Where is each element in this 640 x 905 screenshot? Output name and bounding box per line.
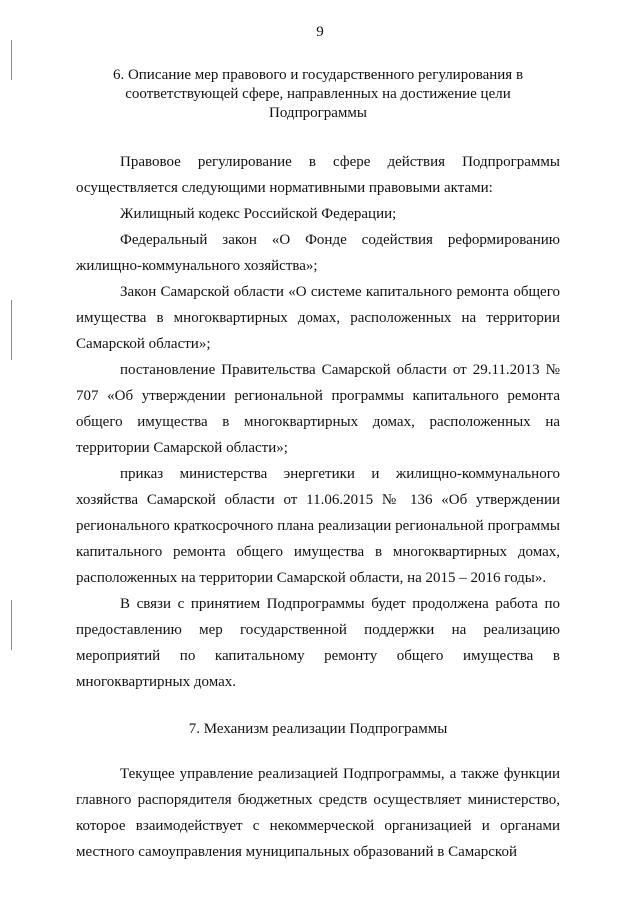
document-body bbox=[76, 66, 560, 865]
page-number: 9 bbox=[316, 24, 324, 40]
scan-edge-mark bbox=[11, 600, 12, 650]
paragraph: В связи с принятием Подпрограммы будет продолжена работа по предоставлению мер государственной поддержки на реализацию мероприятий по капитальному ремонту общего имущества в многоквартирных домах. bbox=[76, 596, 560, 690]
heading-line: Подпрограммы bbox=[269, 105, 367, 121]
paragraph: Жилищный кодекс Российской Федерации; bbox=[120, 206, 397, 222]
paragraph: приказ министерства энергетики и жилищно-коммунального хозяйства Самарской области от 11.06.2015 № 136 «Об утверждении регионального краткосрочного плана реализации региональной программы капитального ремонта общего имущества в многоквартирных домах, расположенных на территории Самарской области, на 2015 – 2016 годы». bbox=[76, 466, 560, 586]
heading-line: 6. Описание мер правового и государственного регулирования в bbox=[112, 67, 524, 83]
paragraph: Закон Самарской области «О системе капитального ремонта общего имущества в многоквартирных домах, расположенных на территории Самарской области»; bbox=[76, 284, 560, 352]
section-6-heading bbox=[76, 66, 560, 123]
paragraph: Правовое регулирование в сфере действия Подпрограммы осуществляется следующими нормативными правовыми актами: bbox=[76, 154, 560, 196]
scan-edge-mark bbox=[11, 300, 12, 360]
scan-edge-mark bbox=[11, 40, 12, 80]
paragraph: постановление Правительства Самарской области от 29.11.2013 № 707 «Об утверждении региональной программы капитального ремонта общего имущества в многоквартирных домах, расположенных на территории Самарской области»; bbox=[76, 362, 560, 456]
paragraph: Федеральный закон «О Фонде содействия реформированию жилищно-коммунального хозяйства»; bbox=[76, 232, 560, 274]
heading-line: соответствующей сфере, направленных на достижение цели bbox=[125, 86, 511, 102]
section-7-heading: 7. Механизм реализации Подпрограммы bbox=[188, 721, 448, 737]
paragraph: Текущее управление реализацией Подпрограммы, а также функции главного распорядителя бюджетных средств осуществляет министерство, которое взаимодействует с некоммерческой организацией и органами местного самоуправления муниципальных образований в Самарской bbox=[76, 766, 560, 860]
